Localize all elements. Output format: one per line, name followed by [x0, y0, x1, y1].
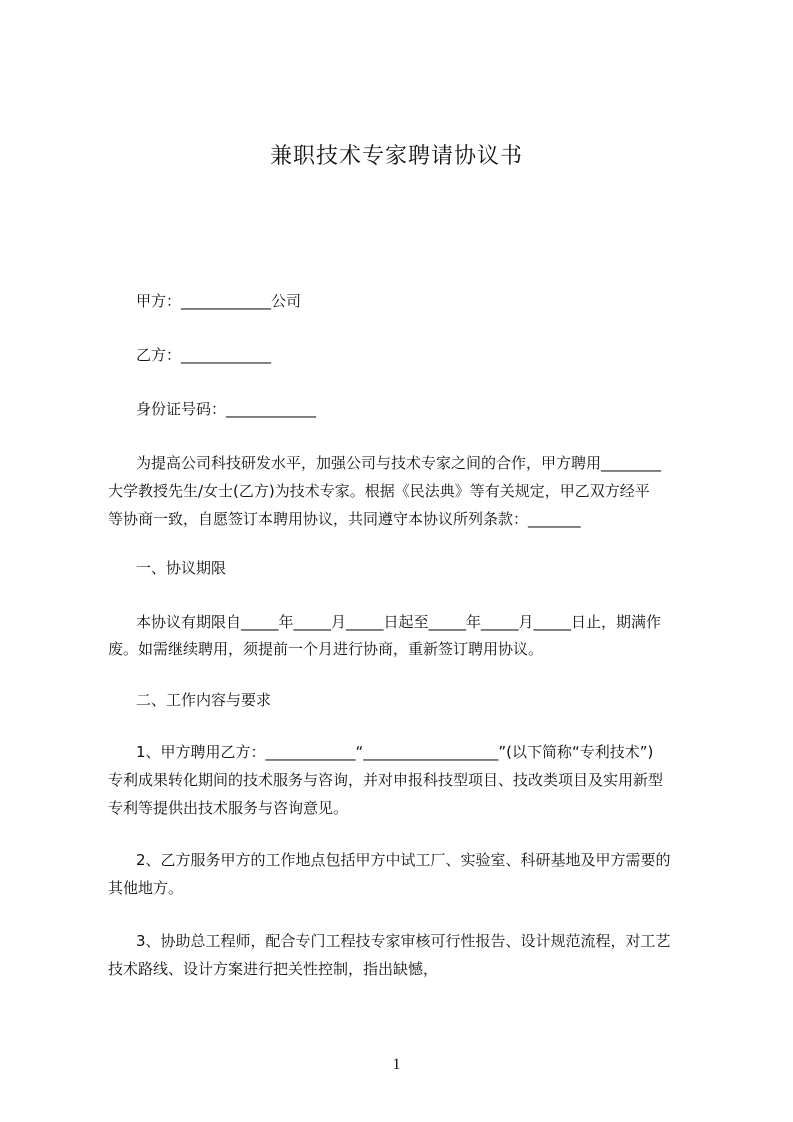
clause-1-line-1: 1、甲方聘用乙方：____________“__________________”(以下简称“专利技术”): [136, 743, 654, 761]
section-1-line-1: 本协议有期限自_____年_____月_____日起至_____年_____月_____日止，期满作: [136, 613, 662, 631]
id-number-line: 身份证号码：____________: [136, 400, 317, 418]
section-2-heading: 二、工作内容与要求: [136, 691, 272, 709]
party-a-line: 甲方：____________公司: [136, 292, 302, 310]
party-b-line: 乙方：____________: [136, 346, 272, 364]
intro-line-1: 为提高公司科技研发水平，加强公司与技术专家之间的合作，甲方聘用________: [136, 454, 662, 472]
clause-3-line-2: 技术路线、设计方案进行把关性控制，指出缺憾，: [108, 960, 439, 978]
section-1-heading: 一、协议期限: [136, 559, 227, 577]
intro-line-2: 大学教授先生/女士(乙方)为技术专家。根据《民法典》等有关规定，甲乙双方经平: [108, 482, 650, 500]
clause-2-line-2: 其他地方。: [108, 879, 184, 897]
clause-2-line-1: 2、乙方服务甲方的工作地点包括甲方中试工厂、实验室、科研基地及甲方需要的: [136, 851, 671, 869]
document-title: 兼职技术专家聘请协议书: [269, 144, 523, 169]
section-1-line-2: 废。如需继续聘用，须提前一个月进行协商，重新签订聘用协议。: [108, 640, 544, 658]
clause-1-line-2: 专利成果转化期间的技术服务与咨询，并对申报科技型项目、技改类项目及实用新型: [108, 771, 664, 789]
clause-1-line-3: 专利等提供出技术服务与咨询意见。: [108, 799, 349, 817]
intro-line-3: 等协商一致，自愿签订本聘用协议，共同遵守本协议所列条款：_______: [108, 510, 581, 528]
page-number: 1: [392, 1056, 401, 1073]
clause-3-line-1: 3、协助总工程师，配合专门工程技专家审核可行性报告、设计规范流程，对工艺: [136, 932, 671, 950]
